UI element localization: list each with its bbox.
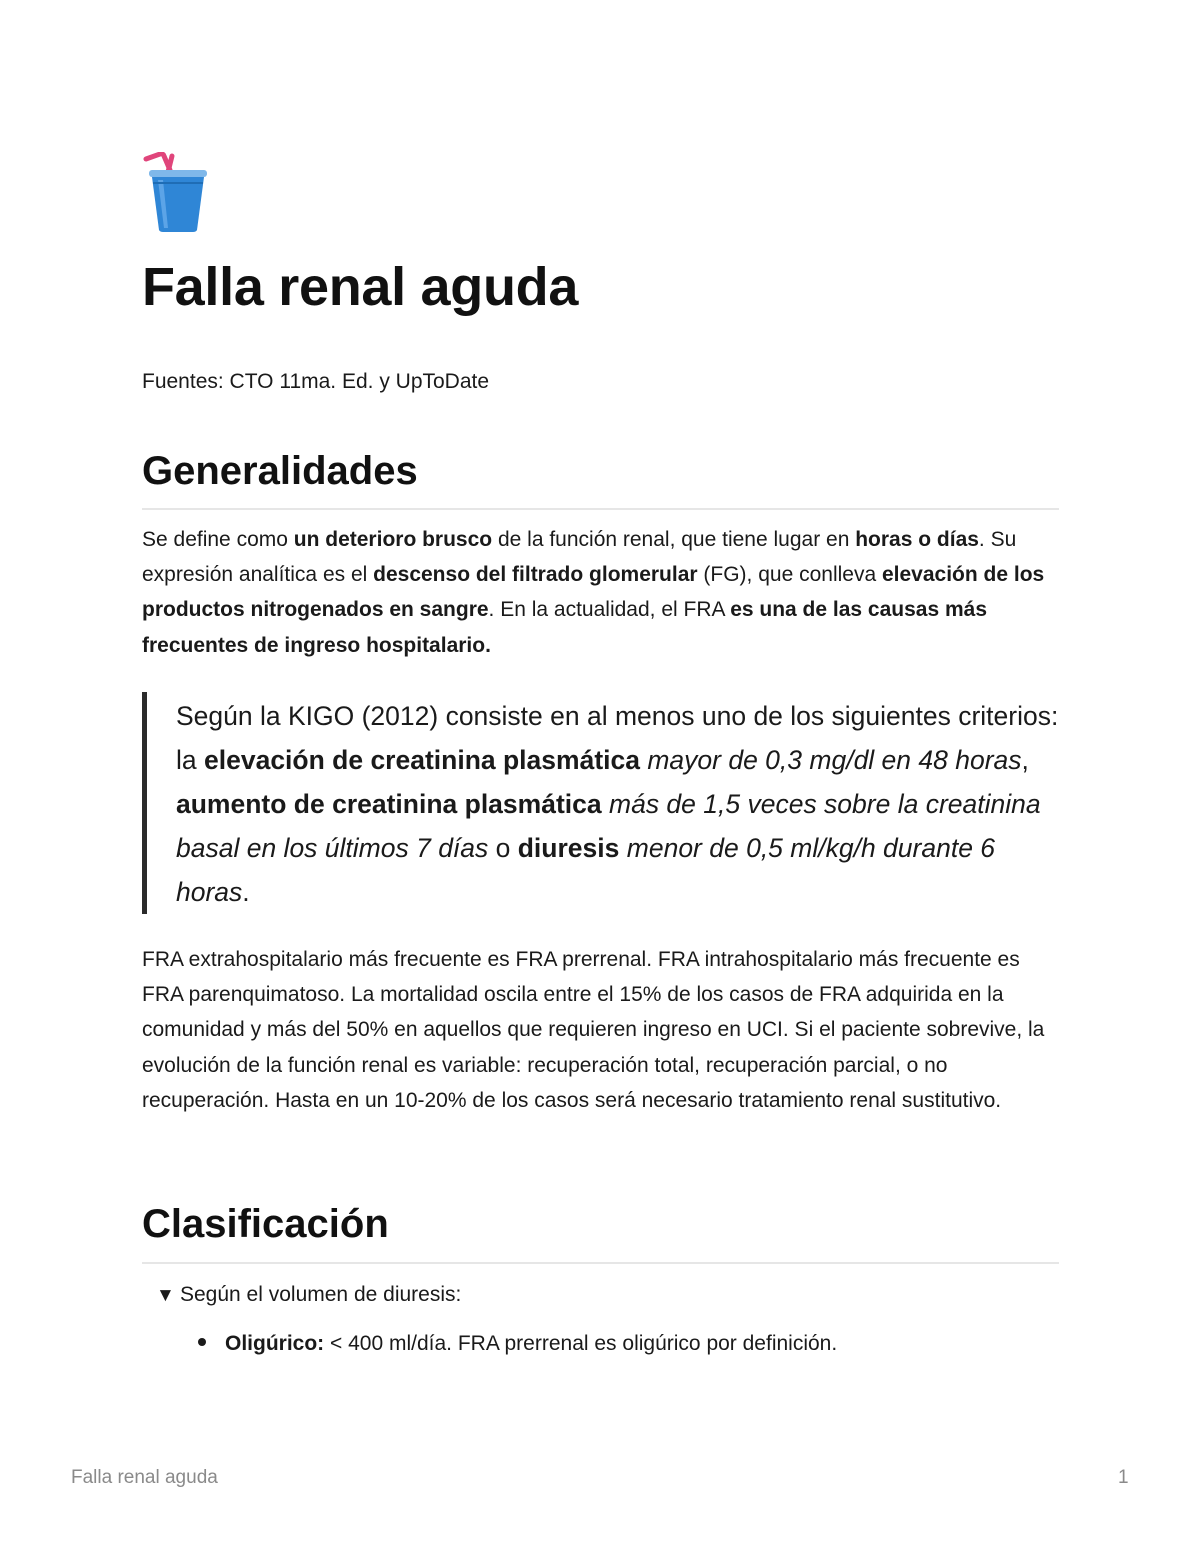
text-run: o	[488, 833, 518, 863]
text-run: ,	[1021, 745, 1029, 775]
bold-run: descenso del filtrado glomerular	[373, 563, 698, 587]
text-run: .	[242, 877, 250, 907]
page-title: Falla renal aguda	[142, 257, 579, 317]
heading-generalidades: Generalidades	[142, 449, 418, 493]
criteria-callout-quote	[142, 692, 1059, 914]
italic-run: mayor de 0,3 mg/dl en 48 horas	[647, 745, 1022, 775]
text-run: . Su expresión analítica es el	[142, 528, 1017, 587]
text-run: Según la KIGO (2012) consiste en al menos uno de los siguientes criterios: la	[176, 701, 1059, 775]
text-run: Se define como	[142, 528, 294, 551]
criteria-quote-text	[176, 694, 1066, 914]
bold-run: es una de las causas más frecuentes de ingreso hospitalario.	[142, 598, 988, 657]
bold-run: diuresis	[517, 833, 620, 863]
list-item	[198, 1330, 837, 1358]
bold-run: elevación de los productos nitrogenados en sangre	[142, 563, 1045, 622]
intro-paragraph	[142, 522, 1059, 663]
text-run: . En la actualidad, el FRA	[488, 598, 731, 622]
cup-with-straw-icon	[142, 152, 214, 234]
heading-divider	[142, 1262, 1059, 1264]
toggle-diuresis-volume[interactable]	[156, 1281, 461, 1310]
bullet-icon	[198, 1338, 206, 1346]
text-run: de la función renal, que tiene lugar en	[492, 528, 856, 551]
list-item-text: < 400 ml/día. FRA prerrenal es oligúrico por definición.	[324, 1332, 838, 1355]
heading-divider	[142, 508, 1059, 510]
triangle-down-icon[interactable]: ▼	[156, 1285, 175, 1306]
list-item-term: Oligúrico:	[225, 1332, 325, 1355]
italic-run: menor de 0,5 ml/kg/h durante 6 horas	[176, 833, 996, 907]
text-run	[602, 789, 609, 819]
epidemiology-paragraph: FRA extrahospitalario más frecuente es FRA prerrenal. FRA intrahospitalario más frecuente es FRA parenquimatoso. La mortalidad oscila entre el 15% de los casos de FRA adquirida en la comunidad y más del 50% en aquellos que requieren ingreso en UCI. Si el paciente sobrevive, la evolución de la función renal es variable: recuperación total, recuperación parcial, o no recuperación. Hasta en un 10-20% de los casos será necesario tratamiento renal sustitutivo.	[142, 948, 1045, 1112]
toggle-label: Según el volumen de diuresis:	[180, 1283, 462, 1306]
text-run	[619, 833, 626, 863]
text-run: (FG), que conlleva	[697, 563, 882, 587]
heading-clasificacion: Clasificación	[142, 1202, 389, 1246]
bold-run: un deterioro brusco	[293, 528, 493, 551]
italic-run: más de 1,5 veces sobre la creatinina basal en los últimos 7 días	[176, 789, 1041, 863]
footer-title: Falla renal aguda	[71, 1467, 218, 1488]
bold-run: elevación de creatinina plasmática	[204, 745, 640, 775]
sources-line: Fuentes: CTO 11ma. Ed. y UpToDate	[142, 370, 490, 393]
bold-run: aumento de creatinina plasmática	[176, 789, 602, 819]
footer-page-number: 1	[1118, 1467, 1129, 1488]
bold-run: horas o días	[855, 528, 979, 551]
